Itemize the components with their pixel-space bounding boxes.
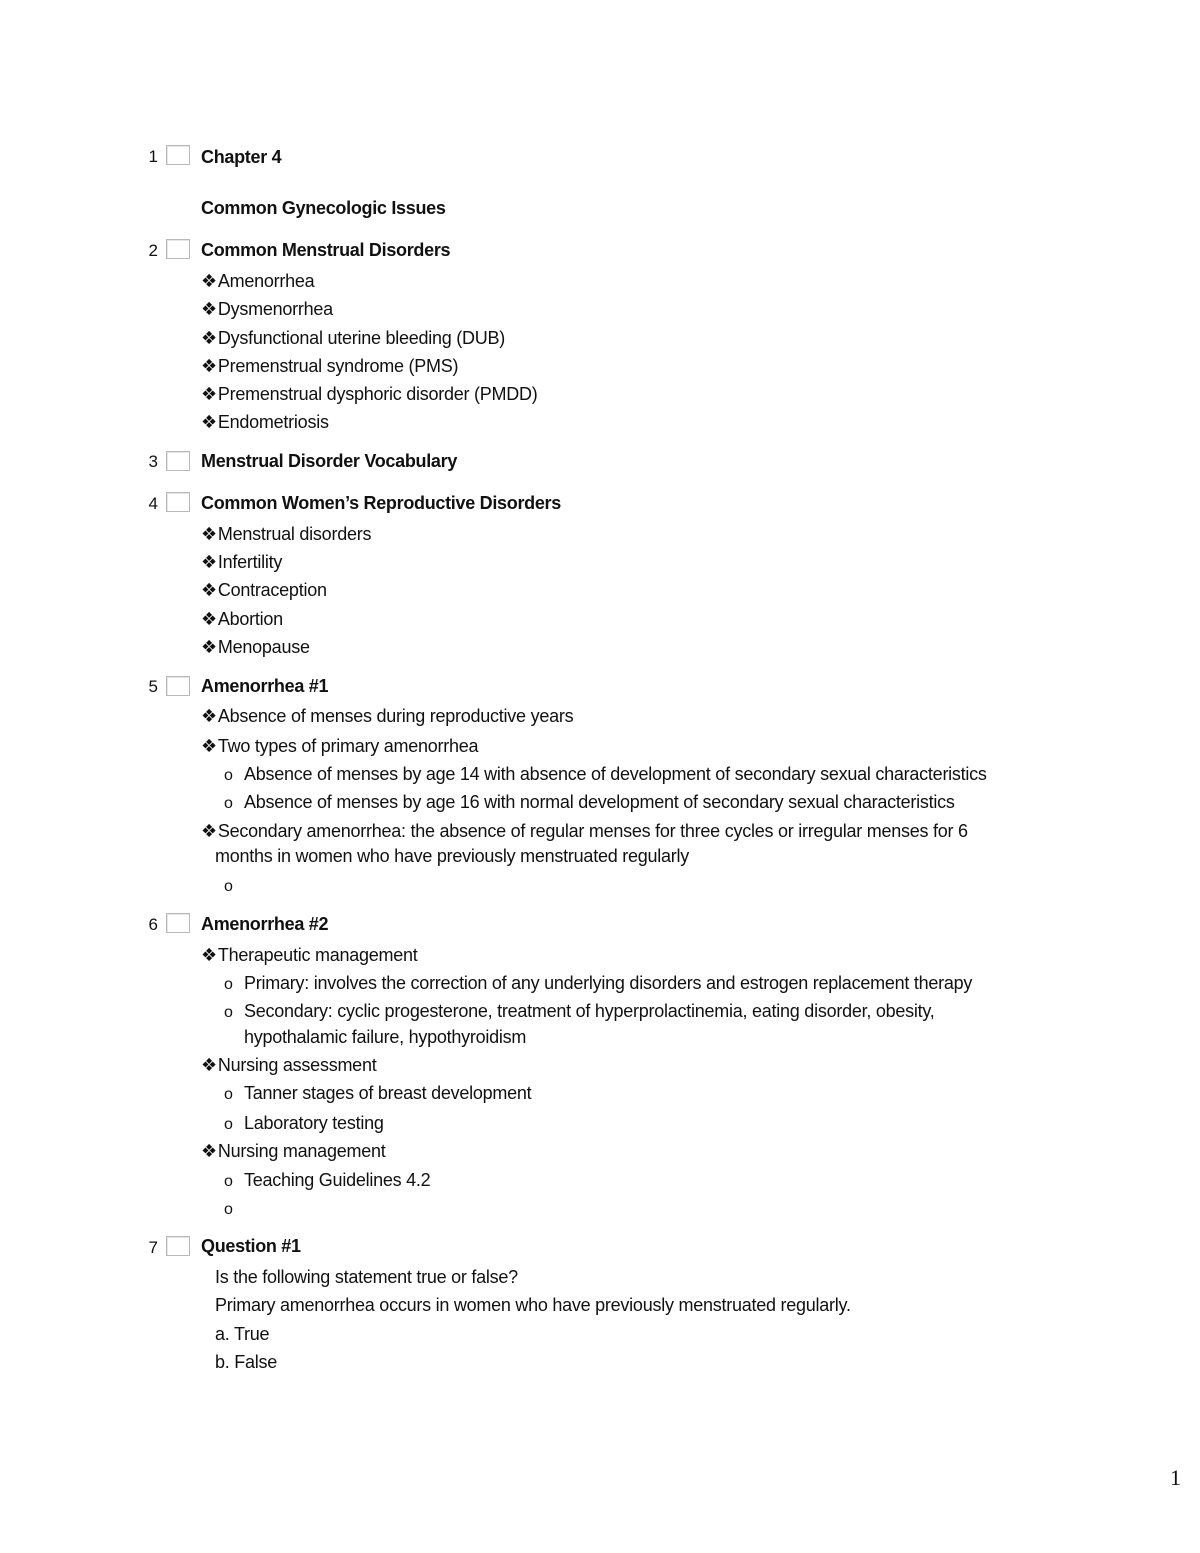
circle-bullet-icon: o (224, 1173, 233, 1190)
answer-option: b. False (215, 1352, 278, 1372)
answer-option: a. True (215, 1324, 270, 1344)
empty-sub-bullet (224, 1197, 244, 1221)
sub-bullet-item: o Secondary: cyclic progesterone, treatment of hyperprolactinemia, eating disorder, obesity, (224, 1000, 935, 1024)
bullet-item: ❖Menstrual disorders (201, 524, 372, 544)
circle-bullet-icon: o (224, 878, 233, 895)
diamond-bullet-icon: ❖ (201, 609, 217, 629)
bullet-item: ❖Abortion (201, 609, 283, 629)
bullet-item: ❖Infertility (201, 552, 283, 572)
bullet-item: ❖Nursing assessment (201, 1055, 377, 1075)
slide-thumbnail-box[interactable] (166, 145, 190, 165)
slide-thumbnail-box[interactable] (166, 676, 190, 696)
diamond-bullet-icon: ❖ (201, 356, 217, 376)
bullet-item: ❖Two types of primary amenorrhea (201, 736, 479, 756)
diamond-bullet-icon: ❖ (201, 580, 217, 600)
slide-title: Amenorrhea #2 (201, 914, 329, 934)
circle-bullet-icon: o (224, 1116, 233, 1133)
diamond-bullet-icon: ❖ (201, 706, 217, 726)
slide-number: 7 (148, 1238, 158, 1257)
diamond-bullet-icon: ❖ (201, 736, 217, 756)
diamond-bullet-icon: ❖ (201, 524, 217, 544)
circle-bullet-icon: o (224, 1004, 233, 1021)
sub-bullet-continuation: hypothalamic failure, hypothyroidism (244, 1027, 527, 1047)
diamond-bullet-icon: ❖ (201, 384, 217, 404)
bullet-item: ❖Absence of menses during reproductive years (201, 706, 574, 726)
bullet-continuation: months in women who have previously menstruated regularly (215, 846, 689, 866)
bullet-item: ❖Therapeutic management (201, 945, 418, 965)
bullet-item: ❖Dysfunctional uterine bleeding (DUB) (201, 328, 506, 348)
slide-thumbnail-box[interactable] (166, 239, 190, 259)
bullet-item: ❖Nursing management (201, 1141, 386, 1161)
diamond-bullet-icon: ❖ (201, 821, 217, 841)
diamond-bullet-icon: ❖ (201, 271, 217, 291)
sub-bullet-item: o Absence of menses by age 16 with normal development of secondary sexual characteristics (224, 791, 955, 815)
slide-number: 6 (148, 915, 158, 934)
slide-thumbnail-box[interactable] (166, 1236, 190, 1256)
question-text: Primary amenorrhea occurs in women who have previously menstruated regularly. (215, 1295, 851, 1315)
bullet-item: ❖Amenorrhea (201, 271, 315, 291)
sub-bullet-item: o Laboratory testing (224, 1112, 384, 1136)
slide-title: Question #1 (201, 1236, 301, 1256)
diamond-bullet-icon: ❖ (201, 1055, 217, 1075)
diamond-bullet-icon: ❖ (201, 552, 217, 572)
slide-title: Menstrual Disorder Vocabulary (201, 451, 458, 471)
sub-bullet-item: o Tanner stages of breast development (224, 1082, 531, 1106)
bullet-item: ❖Menopause (201, 637, 310, 657)
bullet-item: ❖Endometriosis (201, 412, 329, 432)
circle-bullet-icon: o (224, 1201, 233, 1218)
slide-thumbnail-box[interactable] (166, 492, 190, 512)
slide-thumbnail-box[interactable] (166, 913, 190, 933)
question-text: Is the following statement true or false? (215, 1267, 518, 1287)
slide-number: 4 (148, 494, 158, 513)
empty-sub-bullet (224, 874, 244, 898)
bullet-item: ❖Dysmenorrhea (201, 299, 333, 319)
diamond-bullet-icon: ❖ (201, 299, 217, 319)
sub-bullet-item: o Absence of menses by age 14 with absence of development of secondary sexual characteristics (224, 763, 987, 787)
diamond-bullet-icon: ❖ (201, 945, 217, 965)
circle-bullet-icon: o (224, 795, 233, 812)
sub-bullet-item: o Teaching Guidelines 4.2 (224, 1169, 430, 1193)
slide-title: Common Women’s Reproductive Disorders (201, 493, 561, 513)
bullet-item: ❖Premenstrual syndrome (PMS) (201, 356, 459, 376)
diamond-bullet-icon: ❖ (201, 1141, 217, 1161)
slide-number: 2 (148, 241, 158, 260)
diamond-bullet-icon: ❖ (201, 637, 217, 657)
slide-title: Chapter 4 (201, 147, 282, 167)
diamond-bullet-icon: ❖ (201, 412, 217, 432)
slide-title: Amenorrhea #1 (201, 676, 329, 696)
slide-thumbnail-box[interactable] (166, 451, 190, 471)
bullet-item: ❖Contraception (201, 580, 327, 600)
slide-number: 5 (148, 677, 158, 696)
bullet-item: ❖Secondary amenorrhea: the absence of regular menses for three cycles or irregular menses for 6 (201, 821, 968, 841)
sub-bullet-item: o Primary: involves the correction of any underlying disorders and estrogen replacement therapy (224, 972, 972, 996)
slide-title: Common Menstrual Disorders (201, 240, 451, 260)
diamond-bullet-icon: ❖ (201, 328, 217, 348)
circle-bullet-icon: o (224, 976, 233, 993)
slide-number: 1 (148, 147, 158, 166)
slide-number: 3 (148, 452, 158, 471)
bullet-item: ❖Premenstrual dysphoric disorder (PMDD) (201, 384, 538, 404)
slide-subtitle: Common Gynecologic Issues (201, 198, 446, 218)
circle-bullet-icon: o (224, 1086, 233, 1103)
page-number: 1 (1170, 1465, 1181, 1490)
circle-bullet-icon: o (224, 767, 233, 784)
